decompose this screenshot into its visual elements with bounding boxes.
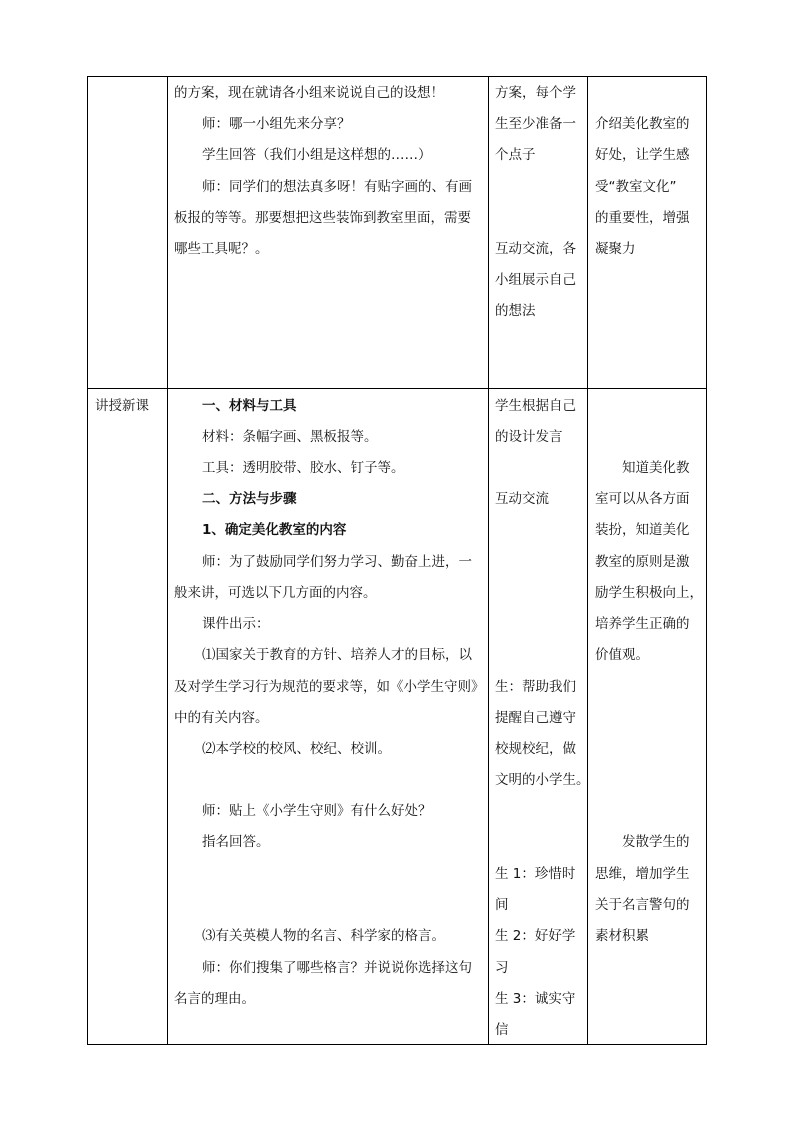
student-line: 习 [495,960,509,976]
column-divider-1 [167,76,168,1045]
column-divider-3 [587,76,588,1045]
content-line: 哪些工具呢？。 [174,241,269,257]
intent-line: 好处，让学生感 [595,147,690,163]
content-line: 师：你们搜集了哪些格言？并说说你选择这句 [202,960,472,976]
content-line: ⑶有关英模人物的名言、科学家的格言。 [202,928,445,944]
intent-line: 教室的原则是激 [595,554,690,570]
content-line: 课件出示： [202,616,270,632]
student-line: 文明的小学生。 [495,772,590,788]
table-border-left [87,76,88,1045]
content-line: 的方案，现在就请各小组来说说自己的设想！ [174,85,444,101]
content-line: 名言的理由。 [174,991,255,1007]
intent-line: 装扮，知道美化 [595,522,690,538]
subsection-heading: 1、确定美化教室的内容 [202,522,347,538]
row-divider [87,388,707,389]
content-line: 师：哪一小组先来分享？ [202,116,351,132]
student-line: 学生根据自己 [495,398,576,414]
content-line: 工具：透明胶带、胶水、钉子等。 [202,460,405,476]
intent-line: 室可以从各方面 [595,491,690,507]
intent-line: 知道美化教 [622,460,690,476]
content-line: 及对学生学习行为规范的要求等，如《小学生守则》 [174,679,485,695]
intent-line: 的重要性，增强 [595,210,690,226]
student-line: 互动交流，各 [495,241,576,257]
table-border-bottom [87,1044,707,1045]
student-line: 的设计发言 [495,429,563,445]
intent-line: 凝聚力 [595,241,636,257]
student-line: 方案，每个学 [495,85,576,101]
section-heading: 二、方法与步骤 [202,491,297,507]
student-line: 生 3：诚实守 [495,991,576,1007]
student-line: 生 2：好好学 [495,928,576,944]
student-line: 校规校纪，做 [495,741,576,757]
table-border-right [706,76,707,1045]
content-line: 中的有关内容。 [174,710,269,726]
content-line: 师：同学们的想法真多呀！有贴字画的、有画 [202,179,472,195]
content-line: 学生回答（我们小组是这样想的……） [202,147,432,163]
intent-line: 培养学生正确的 [595,616,690,632]
intent-line: 关于名言警句的 [595,897,690,913]
table-border-top [87,76,707,77]
intent-line: 思维，增加学生 [595,866,690,882]
student-line: 生至少准备一 [495,116,576,132]
content-line: 板报的等等。那要想把这些装饰到教室里面，需要 [174,210,471,226]
stage-label: 讲授新课 [95,398,149,414]
student-line: 间 [495,897,509,913]
content-line: 材料：条幅字画、黑板报等。 [202,429,378,445]
content-line: 师：为了鼓励同学们努力学习、勤奋上进，一 [202,554,472,570]
student-line: 互动交流 [495,491,549,507]
section-heading: 一、材料与工具 [202,398,297,414]
student-line: 信 [495,1022,509,1038]
content-line: ⑴国家关于教育的方针、培养人才的目标，以 [202,647,472,663]
content-line: 师：贴上《小学生守则》有什么好处？ [202,803,432,819]
intent-line: 发散学生的 [622,834,690,850]
intent-line: 价值观。 [595,647,649,663]
student-line: 生：帮助我们 [495,679,576,695]
intent-line: 素材积累 [595,928,649,944]
intent-line: 介绍美化教室的 [595,116,690,132]
column-divider-2 [488,76,489,1045]
student-line: 生 1：珍惜时 [495,866,576,882]
intent-line: 受“教室文化” [595,179,677,195]
student-line: 个点子 [495,147,536,163]
intent-line: 励学生积极向上， [595,585,703,601]
content-line: ⑵本学校的校风、校纪、校训。 [202,741,391,757]
student-line: 小组展示自己 [495,272,576,288]
content-line: 般来讲，可选以下几方面的内容。 [174,585,377,601]
content-line: 指名回答。 [202,834,270,850]
student-line: 的想法 [495,303,536,319]
student-line: 提醒自己遵守 [495,710,576,726]
